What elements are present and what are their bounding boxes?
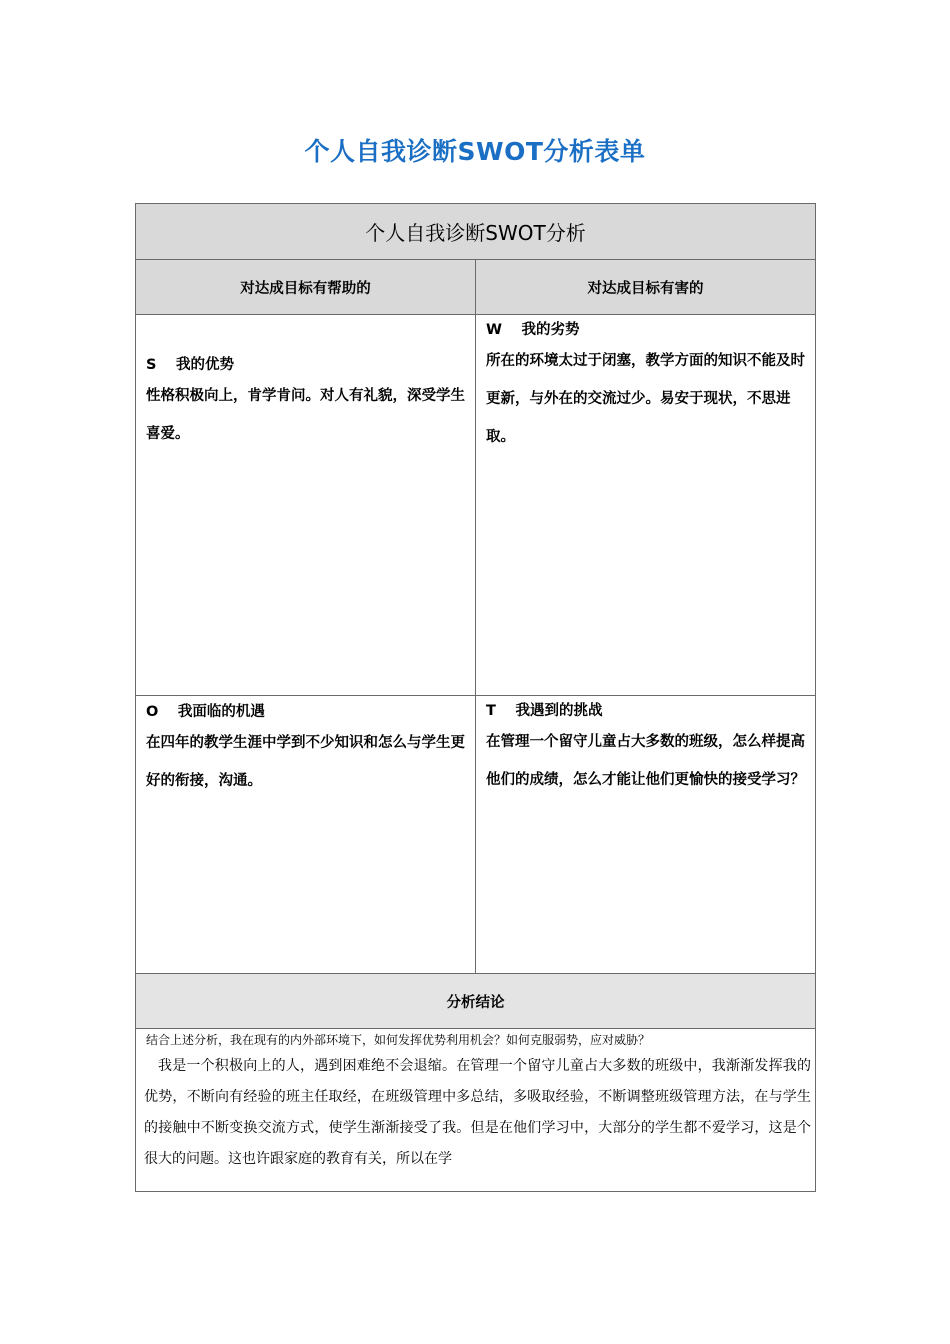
conclusion-question: 结合上述分析，我在现有的内外部环境下，如何发挥优势利用机会？如何克服弱势，应对威胁？ [146, 1033, 651, 1047]
column-helpful-header: 对达成目标有帮助的 [136, 260, 476, 315]
weaknesses-cell [476, 315, 816, 696]
threats-body: 在管理一个留守儿童占大多数的班级，怎么样提高他们的成绩，怎么才能让他们更愉快的接受学习？ [486, 734, 805, 788]
threats-heading: T 我遇到的挑战 [486, 703, 603, 719]
threats-cell [476, 696, 816, 974]
column-harmful-header: 对达成目标有害的 [476, 260, 816, 315]
conclusion-header: 分析结论 [136, 974, 816, 1029]
weaknesses-heading: W 我的劣势 [486, 322, 580, 338]
weaknesses-body: 所在的环境太过于闭塞，教学方面的知识不能及时更新，与外在的交流过少。易安于现状，不思进取。 [486, 353, 805, 445]
opportunities-cell [136, 696, 476, 974]
conclusion-text: 我是一个积极向上的人，遇到困难绝不会退缩。在管理一个留守儿童占大多数的班级中，我渐渐发挥我的优势，不断向有经验的班主任取经，在班级管理中多总结，多吸取经验，不断调整班级管理方法，在与学生的接触中不断变换交流方式，使学生渐渐接受了我。但是在他们学习中，大部分的学生都不爱学习，这是个很大的问题。这也许跟家庭的教育有关，所以在学 [144, 1058, 811, 1167]
swot-table-header: 个人自我诊断SWOT分析 [136, 204, 816, 260]
opportunities-heading: O 我面临的机遇 [146, 704, 265, 720]
conclusion-cell [136, 1029, 816, 1192]
strengths-cell [136, 315, 476, 696]
strengths-heading: S 我的优势 [146, 357, 234, 373]
swot-table [135, 203, 816, 1192]
strengths-body: 性格积极向上，肯学肯问。对人有礼貌，深受学生喜爱。 [146, 388, 465, 442]
document-title: 个人自我诊断SWOT分析表单 [304, 137, 646, 166]
opportunities-body: 在四年的教学生涯中学到不少知识和怎么与学生更好的衔接，沟通。 [146, 735, 465, 789]
